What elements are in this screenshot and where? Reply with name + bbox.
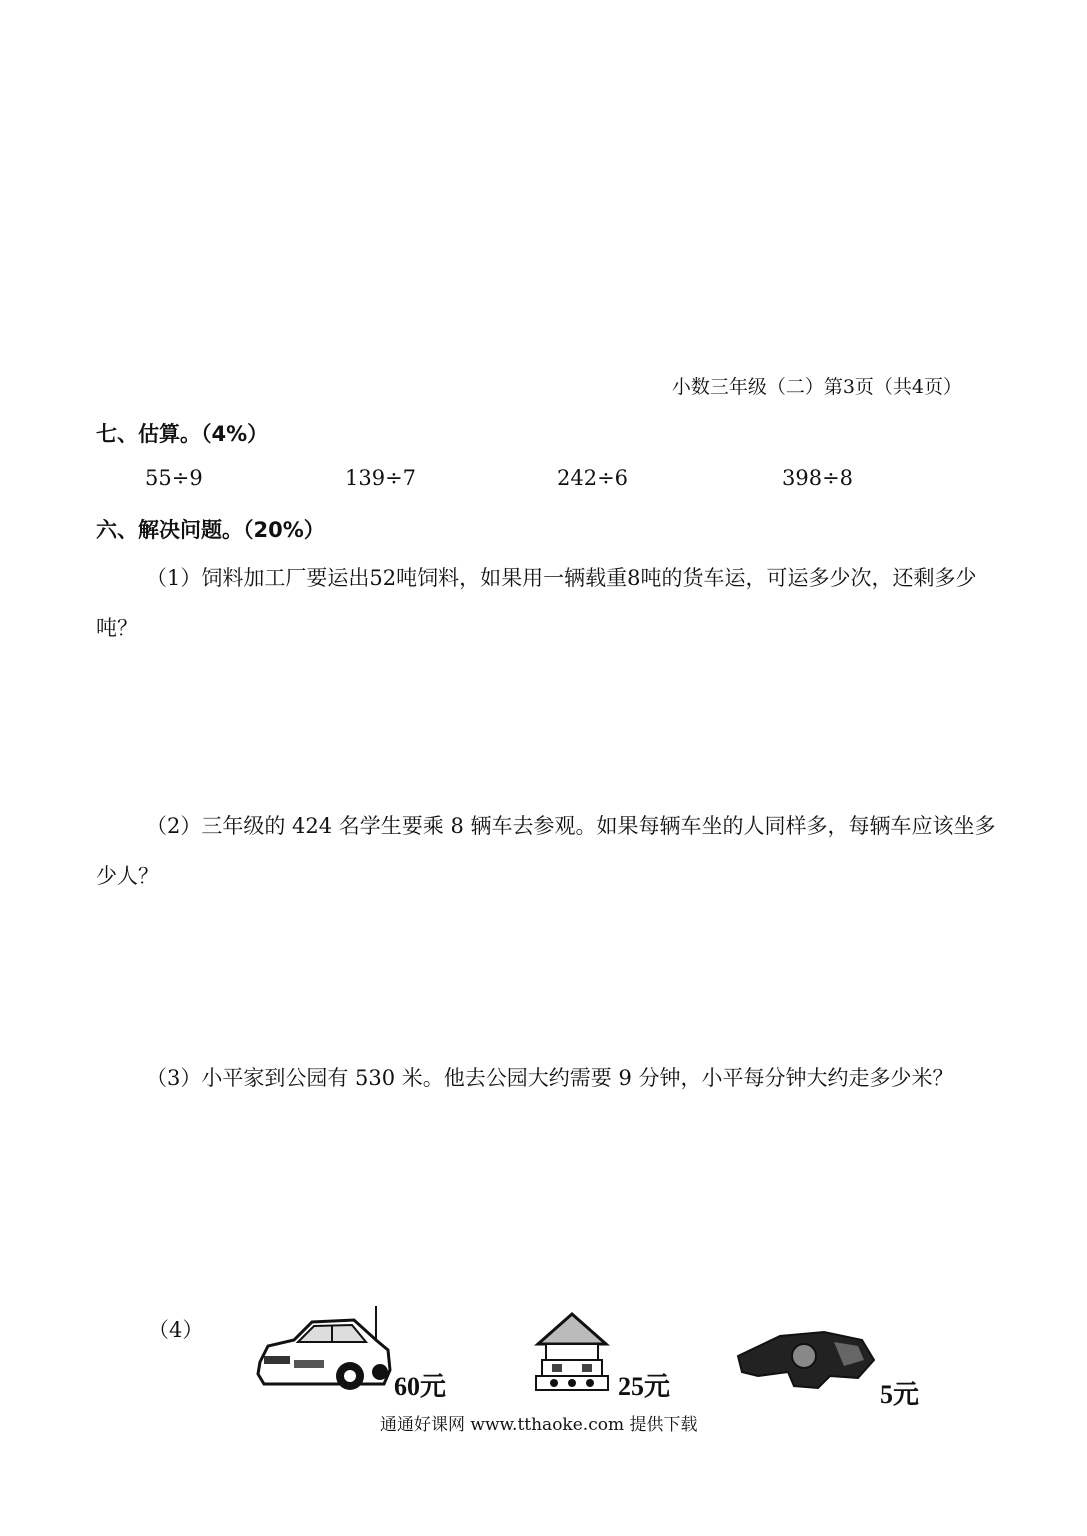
toy-gun-icon xyxy=(734,1326,878,1392)
price-blocks: 25元 xyxy=(618,1372,671,1401)
question-1: （1）饲料加工厂要运出52吨饲料，如果用一辆载重8吨的货车运，可运多少次，还剩多少吨？ xyxy=(96,566,977,640)
toy-car-icon xyxy=(254,1300,394,1396)
estimate-item-2: 139÷7 xyxy=(345,466,417,490)
estimate-item-3: 242÷6 xyxy=(557,466,629,490)
section-7-title: 七、估算。（4%） xyxy=(96,422,269,446)
toy-blocks-icon xyxy=(532,1310,612,1394)
section-6-title: 六、解决问题。（20%） xyxy=(96,518,325,542)
price-gun: 5元 xyxy=(880,1380,920,1409)
question-4-label: （4） xyxy=(148,1318,204,1342)
question-2: （2）三年级的 424 名学生要乘 8 辆车去参观。如果每辆车坐的人同样多，每辆车应该坐多少人？ xyxy=(96,814,996,888)
page-header: 小数三年级（二）第3页（共4页） xyxy=(671,376,962,398)
estimate-item-1: 55÷9 xyxy=(145,466,203,490)
price-car: 60元 xyxy=(394,1372,447,1401)
estimate-item-4: 398÷8 xyxy=(782,466,854,490)
question-3: （3）小平家到公园有 530 米。他去公园大约需要 9 分钟，小平每分钟大约走多少米？ xyxy=(146,1066,954,1090)
page-footer: 通通好课网 www.tthaoke.com 提供下载 xyxy=(380,1415,698,1435)
